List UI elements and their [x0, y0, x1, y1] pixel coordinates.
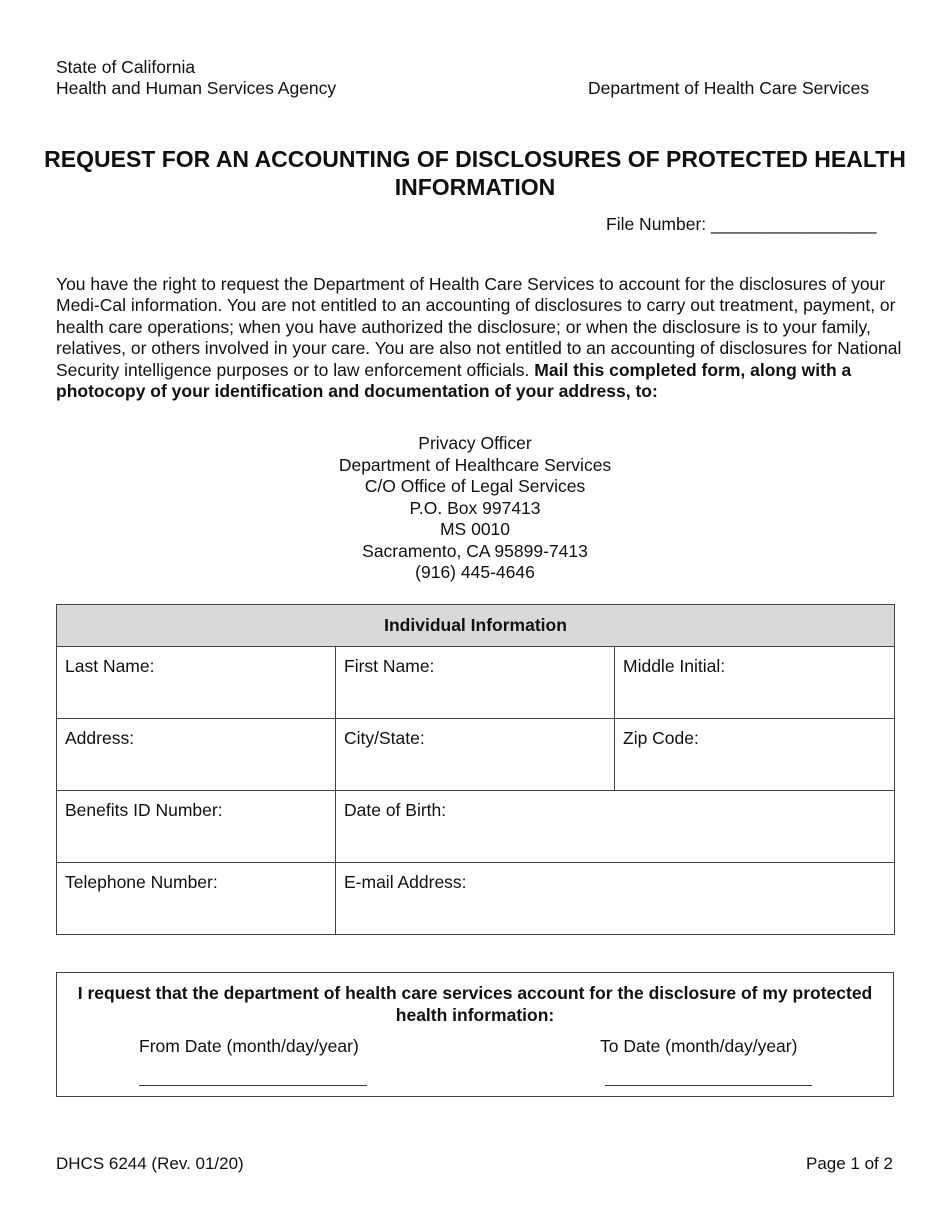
benefits-id-field[interactable]: Benefits ID Number:: [57, 791, 336, 863]
address-line: Sacramento, CA 95899-7413: [362, 540, 588, 561]
form-number: DHCS 6244 (Rev. 01/20): [56, 1154, 244, 1173]
last-name-field[interactable]: Last Name:: [57, 647, 336, 719]
file-number-label: File Number:: [606, 214, 707, 234]
city-state-field[interactable]: City/State:: [336, 719, 615, 791]
address-line: Department of Healthcare Services: [338, 454, 612, 475]
address-field[interactable]: Address:: [57, 719, 336, 791]
first-name-field[interactable]: First Name:: [336, 647, 615, 719]
mailing-address: [250, 433, 700, 584]
request-box: [56, 972, 894, 1097]
address-line: C/O Office of Legal Services: [364, 476, 586, 496]
zip-code-field[interactable]: Zip Code:: [615, 719, 895, 791]
agency-line-2: Health and Human Services Agency: [56, 78, 337, 98]
from-date-label: From Date (month/day/year): [139, 1036, 359, 1056]
request-statement: I request that the department of health care services account for the disclosure of my protected health information:: [77, 983, 873, 1025]
telephone-field[interactable]: Telephone Number:: [57, 863, 336, 935]
address-line: (916) 445-4646: [415, 562, 535, 582]
mail-instruction: Mail this completed form, along with a photocopy of your identification and documentation of your address, to:: [56, 359, 852, 402]
file-number-blank[interactable]: _________________: [711, 214, 877, 234]
individual-information-table: [56, 604, 895, 935]
to-date-label: To Date (month/day/year): [600, 1036, 798, 1056]
address-line: MS 0010: [439, 519, 511, 539]
page-number: Page 1 of 2: [806, 1154, 893, 1173]
individual-information-heading: Individual Information: [57, 605, 895, 647]
intro-text: You have the right to request the Department of Health Care Services to account for the disclosures of your Medi-Cal information. You are not entitled to an accounting of disclosures to carry out treatment, payment, or health care operations; when you have authorized the disclosure; or when the disclosure is to your family, relatives, or others involved in your care. You are also not entitled to an accounting of disclosures for National Security intelligence purposes or to law enforcement officials.: [56, 274, 902, 380]
agency-line-1: State of California: [56, 57, 196, 77]
agency-block: [56, 57, 336, 99]
form-title: REQUEST FOR AN ACCOUNTING OF DISCLOSURES OF PROTECTED HEALTH INFORMATION: [44, 146, 906, 200]
from-date-input-line[interactable]: [139, 1085, 367, 1086]
file-number[interactable]: [606, 213, 877, 235]
middle-initial-field[interactable]: Middle Initial:: [615, 647, 895, 719]
date-of-birth-field[interactable]: Date of Birth:: [336, 791, 895, 863]
address-line: Privacy Officer: [418, 433, 532, 453]
department-name: Department of Health Care Services: [588, 78, 870, 98]
email-field[interactable]: E-mail Address:: [336, 863, 895, 935]
intro-paragraph: [56, 274, 906, 402]
to-date-input-line[interactable]: [605, 1085, 812, 1086]
address-line: P.O. Box 997413: [409, 497, 541, 518]
